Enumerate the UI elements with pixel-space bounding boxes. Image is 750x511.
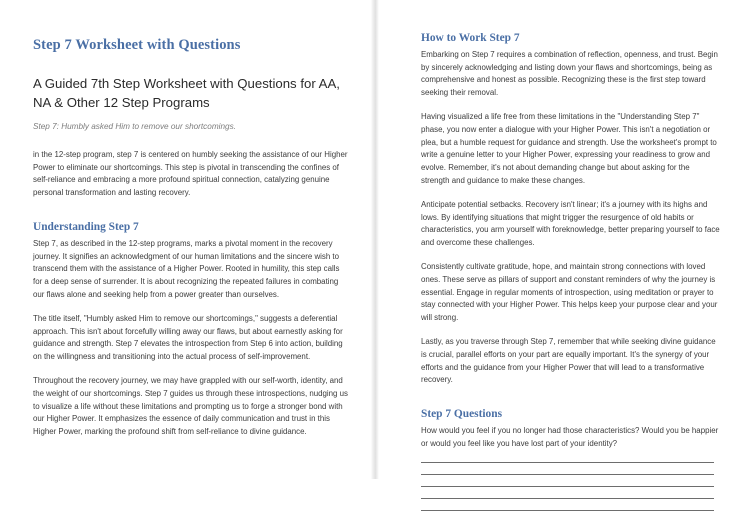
body-paragraph: Anticipate potential setbacks. Recovery isn't linear; it's a journey with its highs and lows. By identifying situations that might trigger the resurgence of old habits or characteristics, you arm yourself with foreknowledge, better preparing yourself to face and overcome these challenges.	[421, 199, 720, 248]
body-paragraph: The title itself, "Humbly asked Him to remove our shortcomings," suggests a deferential approach. This isn't about forcefully willing away our flaws, but about earnestly asking for guidance and strength. Step 7 elevates the introspection from Step 6 into action, building on the willingness and transitioning into the actual process of self-improvement.	[33, 313, 343, 362]
body-paragraph: Consistently cultivate gratitude, hope, and maintain strong connections with loved ones. These serve as pillars of support and constant reminders of why the journey is essential. Engage in regular moments of introspection, using meditation or prayer to stay connected with your Higher Power. This helps keep your purpose clear and your will strong.	[421, 261, 718, 323]
step-definition-line: Step 7: Humbly asked Him to remove our shortcomings.	[33, 122, 236, 132]
page-title: Step 7 Worksheet with Questions	[33, 37, 241, 53]
spacer	[421, 398, 720, 407]
answer-line[interactable]	[421, 498, 714, 499]
page-left	[0, 0, 371, 479]
section-heading-understanding: Understanding Step 7	[33, 220, 139, 233]
body-paragraph: Throughout the recovery journey, we may have grappled with our self-worth, identity, and the weight of our shortcomings. Step 7 guides us through these introspections, nudging us to visualize a life without these limitations and prompting us to forge a stronger bond with our Higher Power. It emphasizes the essence of daily communication and trust in this Higher Power, marking the profound shift from self-reliance to divine guidance.	[33, 375, 348, 437]
intro-paragraph: in the 12-step program, step 7 is centered on humbly seeking the assistance of our Higher Power to eliminate our shortcomings. This step is pivotal in transcending the confines of self-reliance and embracing a more profound spiritual connection, catalyzing genuine personal transformation and lasting recovery.	[33, 149, 348, 198]
document-subtitle: A Guided 7th Step Worksheet with Questions for AA, NA & Other 12 Step Programs	[33, 75, 340, 110]
answer-line[interactable]	[421, 462, 714, 463]
answer-line[interactable]	[421, 510, 714, 511]
page-gutter	[371, 0, 379, 479]
body-paragraph: Embarking on Step 7 requires a combination of reflection, openness, and trust. Begin by sincerely acknowledging and listing down your flaws and shortcomings, being as comprehensive and honest as possible. Recognizing these is the first step toward seeking their removal.	[421, 49, 718, 98]
answer-line[interactable]	[421, 486, 714, 487]
page-right	[379, 0, 750, 479]
section-heading-how-to-work: How to Work Step 7	[421, 32, 520, 44]
section-heading-questions: Step 7 Questions	[421, 408, 503, 421]
answer-lines-group	[421, 462, 720, 511]
body-paragraph: Having visualized a life free from these limitations in the "Understanding Step 7" phase, you now enter a dialogue with your Higher Power. This isn't a negotiation or plea, but a humble request for guidance and strength. Use the worksheet's prompt to write a genuine letter to your Higher Power, expressing your readiness to grow and evolve. Remember, it's not about demanding change but about asking for the strength and guidance to make these changes.	[421, 112, 717, 185]
question-text: How would you feel if you no longer had those characteristics? Would you be happier or would you feel like you have lost part of your identity?	[421, 425, 719, 448]
body-paragraph: Step 7, as described in the 12-step programs, marks a pivotal moment in the recovery journey. It signifies an acknowledgment of our human limitations and the sincere wish to transcend them with the assistance of a Higher Power. Rooted in humility, this step calls for a deep sense of surrender. It is about recognizing the repeated failures in combating our flaws alone and seeking help from a power greater than ourselves.	[33, 238, 340, 299]
body-paragraph: Lastly, as you traverse through Step 7, remember that while seeking divine guidance is crucial, parallel efforts on your part are equally important. It's the synergy of your efforts and the guidance from your Higher Power that will lead to a transformative recovery.	[421, 336, 716, 385]
answer-line[interactable]	[421, 474, 714, 475]
spacer	[33, 211, 349, 220]
